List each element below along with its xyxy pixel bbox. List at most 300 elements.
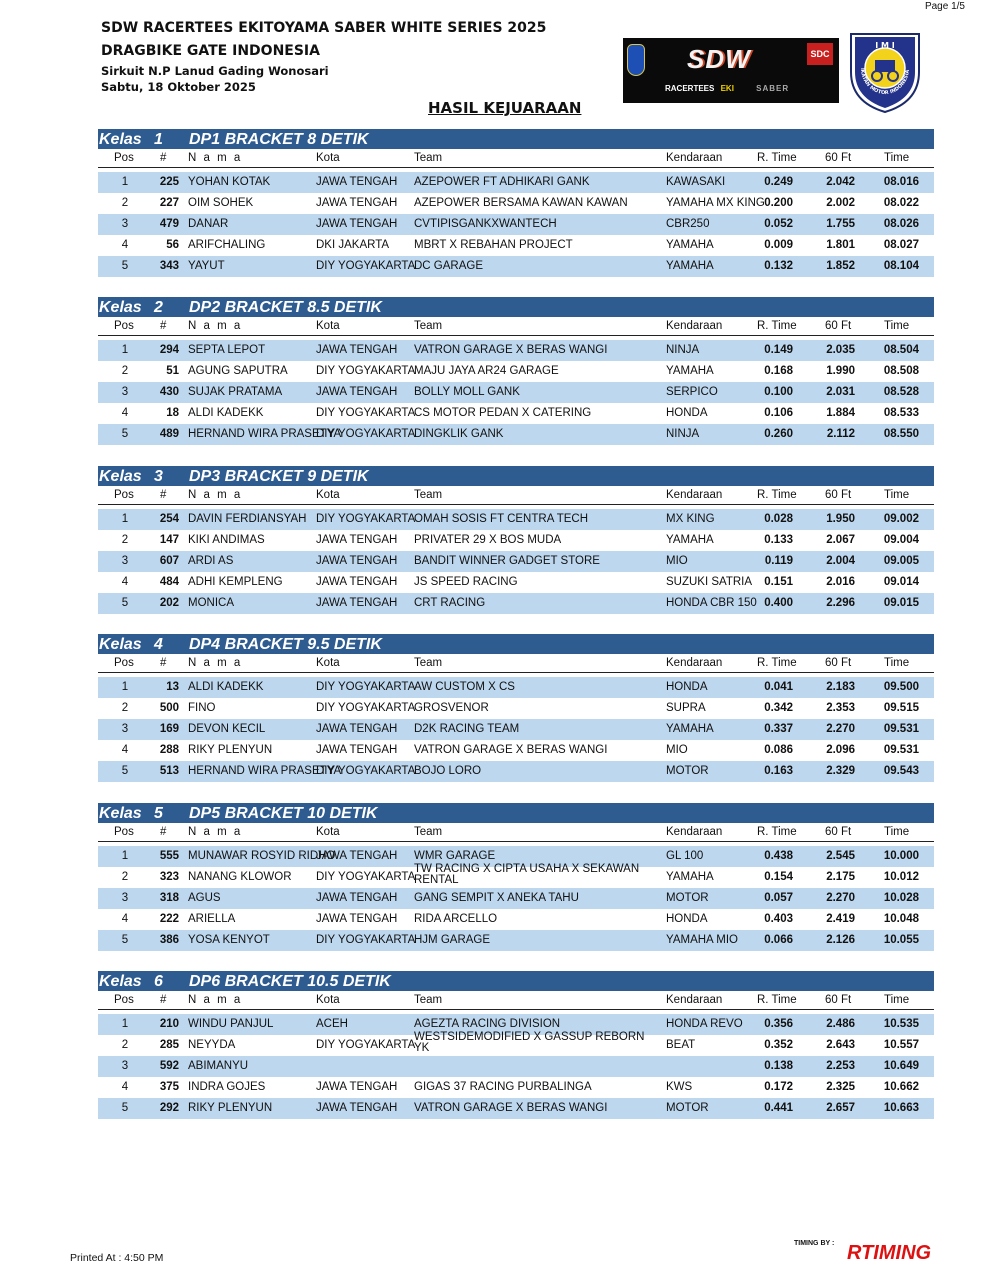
column-header-name: N a m a bbox=[188, 994, 243, 1006]
cell-time: 09.531 bbox=[883, 723, 919, 735]
cell-pos: 3 bbox=[121, 386, 129, 398]
sponsor-banner bbox=[623, 38, 839, 103]
cell-time: 08.022 bbox=[883, 197, 919, 209]
cell-num: 592 bbox=[159, 1060, 179, 1072]
class-title: DP6 BRACKET 10.5 DETIK bbox=[189, 973, 391, 990]
column-header-ft60: 60 Ft bbox=[825, 994, 852, 1006]
cell-kota: DIY YOGYAKARTA bbox=[316, 260, 416, 272]
column-header-name: N a m a bbox=[188, 657, 243, 669]
column-header-ft60: 60 Ft bbox=[825, 826, 852, 838]
cell-num: 169 bbox=[159, 723, 179, 735]
cell-name: ABIMANYU bbox=[188, 1060, 249, 1072]
table-row bbox=[98, 403, 934, 424]
cell-kota: DIY YOGYAKARTA bbox=[316, 765, 416, 777]
cell-rtime: 0.154 bbox=[764, 871, 793, 883]
cell-num: 500 bbox=[159, 702, 179, 714]
cell-team: RIDA ARCELLO bbox=[414, 913, 498, 925]
table-row bbox=[98, 214, 934, 235]
cell-team: HJM GARAGE bbox=[414, 934, 491, 946]
cell-pos: 3 bbox=[121, 555, 129, 567]
column-header-team: Team bbox=[414, 994, 443, 1006]
cell-rtime: 0.041 bbox=[764, 681, 793, 693]
cell-rtime: 0.438 bbox=[764, 850, 793, 862]
sponsor-racertees: RACERTEES bbox=[665, 84, 715, 93]
cell-kendaraan: YAMAHA MX KING bbox=[666, 197, 765, 209]
cell-team: AW CUSTOM X CS bbox=[414, 681, 515, 693]
cell-kota: JAWA TENGAH bbox=[316, 534, 398, 546]
table-row bbox=[98, 888, 934, 909]
cell-rtime: 0.132 bbox=[764, 260, 793, 272]
result-rows bbox=[98, 846, 934, 951]
cell-kendaraan: YAMAHA bbox=[666, 365, 714, 377]
cell-pos: 1 bbox=[121, 513, 129, 525]
cell-name: ADHI KEMPLENG bbox=[188, 576, 283, 588]
cell-team: D2K RACING TEAM bbox=[414, 723, 520, 735]
column-header-rtime: R. Time bbox=[757, 657, 797, 669]
cell-ft60: 2.031 bbox=[826, 386, 855, 398]
cell-team: CS MOTOR PEDAN X CATERING bbox=[414, 407, 592, 419]
class-header bbox=[98, 297, 934, 317]
cell-team: JS SPEED RACING bbox=[414, 576, 518, 588]
imi-logo bbox=[847, 28, 923, 114]
column-header-kota: Kota bbox=[316, 152, 340, 164]
cell-kota: JAWA TENGAH bbox=[316, 744, 398, 756]
cell-kendaraan: KWS bbox=[666, 1081, 693, 1093]
table-row bbox=[98, 235, 934, 256]
cell-kendaraan: CBR250 bbox=[666, 218, 710, 230]
cell-time: 10.000 bbox=[883, 850, 919, 862]
cell-kendaraan: MOTOR bbox=[666, 892, 709, 904]
cell-kota: JAWA TENGAH bbox=[316, 1102, 398, 1114]
cell-rtime: 0.028 bbox=[764, 513, 793, 525]
cell-team: MAJU JAYA AR24 GARAGE bbox=[414, 365, 559, 377]
cell-time: 09.515 bbox=[883, 702, 919, 714]
cell-num: 225 bbox=[159, 176, 179, 188]
class-number: 6 bbox=[154, 973, 163, 990]
table-row bbox=[98, 698, 934, 719]
column-header-time: Time bbox=[884, 489, 910, 501]
cell-ft60: 2.486 bbox=[826, 1018, 855, 1030]
column-header-num: # bbox=[160, 994, 167, 1006]
cell-kota: JAWA TENGAH bbox=[316, 597, 398, 609]
cell-pos: 4 bbox=[121, 1081, 129, 1093]
cell-pos: 1 bbox=[121, 1018, 129, 1030]
cell-team: DC GARAGE bbox=[414, 260, 484, 272]
column-header-rtime: R. Time bbox=[757, 320, 797, 332]
table-row bbox=[98, 677, 934, 698]
table-row bbox=[98, 509, 934, 530]
cell-ft60: 2.035 bbox=[826, 344, 855, 356]
cell-kendaraan: HONDA bbox=[666, 681, 708, 693]
column-header-team: Team bbox=[414, 826, 443, 838]
cell-name: ARIFCHALING bbox=[188, 239, 266, 251]
cell-kota: DIY YOGYAKARTA bbox=[316, 365, 416, 377]
column-header-row bbox=[98, 654, 934, 673]
column-header-row bbox=[98, 991, 934, 1010]
cell-rtime: 0.441 bbox=[764, 1102, 793, 1114]
cell-num: 294 bbox=[159, 344, 179, 356]
cell-ft60: 1.950 bbox=[826, 513, 855, 525]
cell-rtime: 0.052 bbox=[764, 218, 793, 230]
cell-kendaraan: YAMAHA MIO bbox=[666, 934, 738, 946]
cell-kendaraan: MIO bbox=[666, 744, 688, 756]
cell-pos: 1 bbox=[121, 344, 129, 356]
cell-kota: JAWA TENGAH bbox=[316, 386, 398, 398]
cell-rtime: 0.200 bbox=[764, 197, 793, 209]
column-header-num: # bbox=[160, 826, 167, 838]
cell-name: HERNAND WIRA PRASETYA bbox=[188, 765, 342, 777]
cell-name: KIKI ANDIMAS bbox=[188, 534, 265, 546]
result-rows bbox=[98, 340, 934, 445]
sdc-badge: SDC bbox=[807, 43, 833, 65]
cell-name: MONICA bbox=[188, 597, 234, 609]
cell-name: NANANG KLOWOR bbox=[188, 871, 292, 883]
sdw-logo: SDW bbox=[687, 44, 751, 74]
column-header-kendaraan: Kendaraan bbox=[666, 826, 723, 838]
column-header-num: # bbox=[160, 152, 167, 164]
cell-num: 222 bbox=[159, 913, 179, 925]
cell-time: 08.504 bbox=[883, 344, 919, 356]
cell-rtime: 0.249 bbox=[764, 176, 793, 188]
cell-time: 10.663 bbox=[883, 1102, 919, 1114]
cell-kendaraan: MOTOR bbox=[666, 765, 709, 777]
cell-pos: 5 bbox=[121, 428, 129, 440]
column-header-num: # bbox=[160, 489, 167, 501]
cell-team: VATRON GARAGE X BERAS WANGI bbox=[414, 744, 608, 756]
cell-name: FINO bbox=[188, 702, 216, 714]
cell-num: 13 bbox=[166, 681, 179, 693]
cell-kendaraan: SUZUKI SATRIA bbox=[666, 576, 753, 588]
column-header-row bbox=[98, 317, 934, 336]
cell-kendaraan: NINJA bbox=[666, 428, 700, 440]
table-row bbox=[98, 863, 934, 888]
column-header-kendaraan: Kendaraan bbox=[666, 320, 723, 332]
class-section bbox=[98, 634, 934, 782]
cell-num: 56 bbox=[166, 239, 179, 251]
column-header-row bbox=[98, 823, 934, 842]
cell-time: 10.055 bbox=[883, 934, 919, 946]
cell-pos: 4 bbox=[121, 744, 129, 756]
cell-kendaraan: YAMAHA bbox=[666, 534, 714, 546]
cell-ft60: 1.852 bbox=[826, 260, 855, 272]
table-row bbox=[98, 930, 934, 951]
cell-ft60: 1.990 bbox=[826, 365, 855, 377]
cell-kota: JAWA TENGAH bbox=[316, 723, 398, 735]
table-row bbox=[98, 1077, 934, 1098]
cell-kota: JAWA TENGAH bbox=[316, 555, 398, 567]
cell-pos: 5 bbox=[121, 597, 129, 609]
table-row bbox=[98, 761, 934, 782]
cell-team: GIGAS 37 RACING PURBALINGA bbox=[414, 1081, 592, 1093]
cell-rtime: 0.356 bbox=[764, 1018, 793, 1030]
imi-ring-text: IKATAN MOTOR INDONESIA bbox=[858, 67, 911, 97]
column-header-name: N a m a bbox=[188, 152, 243, 164]
cell-kota: JAWA TENGAH bbox=[316, 1081, 398, 1093]
cell-num: 202 bbox=[159, 597, 179, 609]
column-header-time: Time bbox=[884, 320, 910, 332]
cell-name: ALDI KADEKK bbox=[188, 681, 264, 693]
table-row bbox=[98, 740, 934, 761]
cell-time: 10.048 bbox=[883, 913, 919, 925]
cell-time: 09.005 bbox=[883, 555, 919, 567]
cell-rtime: 0.172 bbox=[764, 1081, 793, 1093]
cell-team: TW RACING X CIPTA USAHA X SEKAWAN RENTAL bbox=[414, 863, 640, 886]
table-row bbox=[98, 424, 934, 445]
cell-kendaraan: MOTOR bbox=[666, 1102, 709, 1114]
cell-num: 607 bbox=[159, 555, 179, 567]
column-header-time: Time bbox=[884, 657, 910, 669]
column-header-rtime: R. Time bbox=[757, 489, 797, 501]
cell-ft60: 2.545 bbox=[826, 850, 855, 862]
cell-name: DANAR bbox=[188, 218, 229, 230]
cell-team: WMR GARAGE bbox=[414, 850, 496, 862]
column-header-kota: Kota bbox=[316, 489, 340, 501]
column-header-kota: Kota bbox=[316, 320, 340, 332]
cell-ft60: 1.884 bbox=[826, 407, 855, 419]
result-rows bbox=[98, 509, 934, 614]
cell-team: CRT RACING bbox=[414, 597, 486, 609]
cell-rtime: 0.009 bbox=[764, 239, 793, 251]
cell-pos: 1 bbox=[121, 850, 129, 862]
cell-kendaraan: SERPICO bbox=[666, 386, 718, 398]
cell-time: 09.543 bbox=[883, 765, 919, 777]
class-header bbox=[98, 803, 934, 823]
class-label: Kelas bbox=[99, 299, 142, 316]
shield-icon bbox=[627, 44, 645, 76]
result-rows bbox=[98, 677, 934, 782]
cell-rtime: 0.400 bbox=[764, 597, 793, 609]
column-header-rtime: R. Time bbox=[757, 826, 797, 838]
column-header-num: # bbox=[160, 657, 167, 669]
column-header-team: Team bbox=[414, 657, 443, 669]
cell-name: RIKY PLENYUN bbox=[188, 1102, 273, 1114]
column-header-pos: Pos bbox=[114, 320, 134, 332]
cell-ft60: 2.004 bbox=[826, 555, 855, 567]
cell-name: DEVON KECIL bbox=[188, 723, 266, 735]
cell-time: 10.028 bbox=[883, 892, 919, 904]
cell-rtime: 0.106 bbox=[764, 407, 793, 419]
class-title: DP3 BRACKET 9 DETIK bbox=[189, 468, 369, 485]
cell-rtime: 0.066 bbox=[764, 934, 793, 946]
cell-pos: 3 bbox=[121, 723, 129, 735]
cell-name: INDRA GOJES bbox=[188, 1081, 266, 1093]
cell-name: MUNAWAR ROSYID RIDHO bbox=[188, 850, 336, 862]
class-number: 1 bbox=[154, 131, 163, 148]
cell-num: 513 bbox=[159, 765, 179, 777]
sponsor-eki: EKI bbox=[720, 84, 734, 93]
cell-time: 10.012 bbox=[883, 871, 919, 883]
cell-num: 555 bbox=[159, 850, 179, 862]
cell-name: SEPTA LEPOT bbox=[188, 344, 266, 356]
cell-rtime: 0.149 bbox=[764, 344, 793, 356]
cell-num: 386 bbox=[159, 934, 179, 946]
table-row bbox=[98, 719, 934, 740]
cell-ft60: 2.042 bbox=[826, 176, 855, 188]
cell-name: HERNAND WIRA PRASETYA bbox=[188, 428, 342, 440]
cell-num: 343 bbox=[159, 260, 179, 272]
cell-pos: 4 bbox=[121, 407, 129, 419]
class-label: Kelas bbox=[99, 973, 142, 990]
cell-pos: 2 bbox=[121, 365, 129, 377]
cell-pos: 3 bbox=[121, 218, 129, 230]
cell-ft60: 1.801 bbox=[826, 239, 855, 251]
cell-pos: 2 bbox=[121, 871, 129, 883]
cell-num: 51 bbox=[166, 365, 179, 377]
class-label: Kelas bbox=[99, 805, 142, 822]
class-number: 5 bbox=[154, 805, 163, 822]
column-header-pos: Pos bbox=[114, 152, 134, 164]
column-header-ft60: 60 Ft bbox=[825, 489, 852, 501]
cell-time: 08.550 bbox=[883, 428, 919, 440]
class-label: Kelas bbox=[99, 131, 142, 148]
class-title: DP4 BRACKET 9.5 DETIK bbox=[189, 636, 382, 653]
cell-ft60: 2.175 bbox=[826, 871, 855, 883]
column-header-pos: Pos bbox=[114, 994, 134, 1006]
cell-pos: 2 bbox=[121, 197, 129, 209]
class-header bbox=[98, 466, 934, 486]
cell-ft60: 2.329 bbox=[826, 765, 855, 777]
cell-pos: 1 bbox=[121, 176, 129, 188]
class-header bbox=[98, 634, 934, 654]
cell-time: 09.015 bbox=[883, 597, 919, 609]
cell-pos: 4 bbox=[121, 239, 129, 251]
column-header-rtime: R. Time bbox=[757, 994, 797, 1006]
cell-kota: JAWA TENGAH bbox=[316, 850, 398, 862]
result-rows bbox=[98, 172, 934, 277]
cell-pos: 4 bbox=[121, 576, 129, 588]
class-header bbox=[98, 129, 934, 149]
cell-team: BANDIT WINNER GADGET STORE bbox=[414, 555, 600, 567]
result-title: HASIL KEJUARAAN bbox=[428, 99, 582, 117]
column-header-row bbox=[98, 149, 934, 168]
cell-kendaraan: HONDA CBR 150 bbox=[666, 597, 757, 609]
cell-ft60: 2.126 bbox=[826, 934, 855, 946]
cell-time: 08.528 bbox=[883, 386, 919, 398]
cell-pos: 3 bbox=[121, 1060, 129, 1072]
cell-kota: DKI JAKARTA bbox=[316, 239, 390, 251]
cell-rtime: 0.133 bbox=[764, 534, 793, 546]
cell-ft60: 2.183 bbox=[826, 681, 855, 693]
cell-name: RIKY PLENYUN bbox=[188, 744, 273, 756]
cell-rtime: 0.352 bbox=[764, 1039, 793, 1051]
cell-kendaraan: HONDA bbox=[666, 407, 708, 419]
table-row bbox=[98, 593, 934, 614]
cell-num: 18 bbox=[166, 407, 179, 419]
cell-name: OIM SOHEK bbox=[188, 197, 254, 209]
cell-kota: JAWA TENGAH bbox=[316, 576, 398, 588]
column-header-kendaraan: Kendaraan bbox=[666, 657, 723, 669]
cell-ft60: 2.643 bbox=[826, 1039, 855, 1051]
cell-team: BOLLY MOLL GANK bbox=[414, 386, 520, 398]
cell-time: 10.662 bbox=[883, 1081, 919, 1093]
class-number: 3 bbox=[154, 468, 163, 485]
cell-kendaraan: NINJA bbox=[666, 344, 700, 356]
cell-time: 08.026 bbox=[883, 218, 919, 230]
table-row bbox=[98, 1098, 934, 1119]
column-header-name: N a m a bbox=[188, 320, 243, 332]
cell-name: ALDI KADEKK bbox=[188, 407, 264, 419]
event-title: SDW RACERTEES EKITOYAMA SABER WHITE SERIES 2025 bbox=[101, 20, 547, 36]
cell-ft60: 2.270 bbox=[826, 723, 855, 735]
column-header-pos: Pos bbox=[114, 826, 134, 838]
cell-rtime: 0.260 bbox=[764, 428, 793, 440]
class-number: 2 bbox=[154, 299, 163, 316]
cell-time: 09.500 bbox=[883, 681, 919, 693]
cell-kendaraan: HONDA bbox=[666, 913, 708, 925]
cell-kendaraan: SUPRA bbox=[666, 702, 706, 714]
cell-name: WINDU PANJUL bbox=[188, 1018, 274, 1030]
cell-kota: DIY YOGYAKARTA bbox=[316, 428, 416, 440]
cell-time: 08.104 bbox=[883, 260, 919, 272]
column-header-name: N a m a bbox=[188, 826, 243, 838]
cell-rtime: 0.337 bbox=[764, 723, 793, 735]
cell-pos: 2 bbox=[121, 1039, 129, 1051]
cell-num: 254 bbox=[159, 513, 179, 525]
cell-kota: DIY YOGYAKARTA bbox=[316, 934, 416, 946]
cell-name: AGUS bbox=[188, 892, 221, 904]
cell-ft60: 2.296 bbox=[826, 597, 855, 609]
class-label: Kelas bbox=[99, 468, 142, 485]
cell-num: 227 bbox=[159, 197, 179, 209]
column-header-rtime: R. Time bbox=[757, 152, 797, 164]
cell-team: VATRON GARAGE X BERAS WANGI bbox=[414, 344, 608, 356]
cell-time: 08.533 bbox=[883, 407, 919, 419]
column-header-ft60: 60 Ft bbox=[825, 320, 852, 332]
class-title: DP5 BRACKET 10 DETIK bbox=[189, 805, 378, 822]
cell-time: 09.014 bbox=[883, 576, 919, 588]
cell-time: 09.531 bbox=[883, 744, 919, 756]
cell-ft60: 2.270 bbox=[826, 892, 855, 904]
class-section bbox=[98, 466, 934, 614]
cell-ft60: 2.112 bbox=[826, 428, 855, 440]
cell-rtime: 0.403 bbox=[764, 913, 793, 925]
cell-kendaraan: YAMAHA bbox=[666, 260, 714, 272]
column-header-ft60: 60 Ft bbox=[825, 152, 852, 164]
table-row bbox=[98, 530, 934, 551]
cell-num: 375 bbox=[159, 1081, 179, 1093]
table-row bbox=[98, 193, 934, 214]
cell-num: 479 bbox=[159, 218, 179, 230]
cell-time: 08.027 bbox=[883, 239, 919, 251]
column-header-name: N a m a bbox=[188, 489, 243, 501]
cell-team: MBRT X REBAHAN PROJECT bbox=[414, 239, 573, 251]
cell-team: AZEPOWER BERSAMA KAWAN KAWAN bbox=[414, 197, 628, 209]
sponsor-saber: SABER bbox=[756, 84, 790, 93]
cell-name: YOSA KENYOT bbox=[188, 934, 270, 946]
cell-kendaraan: YAMAHA bbox=[666, 871, 714, 883]
cell-name: YOHAN KOTAK bbox=[188, 176, 271, 188]
cell-rtime: 0.138 bbox=[764, 1060, 793, 1072]
cell-ft60: 2.325 bbox=[826, 1081, 855, 1093]
cell-name: SUJAK PRATAMA bbox=[188, 386, 283, 398]
cell-kendaraan: GL 100 bbox=[666, 850, 704, 862]
printed-at: Printed At : 4:50 PM bbox=[70, 1252, 164, 1264]
cell-kota: JAWA TENGAH bbox=[316, 344, 398, 356]
cell-kota: JAWA TENGAH bbox=[316, 197, 398, 209]
cell-kendaraan: MX KING bbox=[666, 513, 715, 525]
cell-kota: DIY YOGYAKARTA bbox=[316, 702, 416, 714]
table-row bbox=[98, 551, 934, 572]
cell-ft60: 2.067 bbox=[826, 534, 855, 546]
cell-pos: 2 bbox=[121, 702, 129, 714]
cell-time: 08.508 bbox=[883, 365, 919, 377]
cell-ft60: 2.353 bbox=[826, 702, 855, 714]
sponsor-list bbox=[665, 84, 789, 93]
cell-team: GROSVENOR bbox=[414, 702, 489, 714]
column-header-team: Team bbox=[414, 489, 443, 501]
column-header-ft60: 60 Ft bbox=[825, 657, 852, 669]
column-header-kota: Kota bbox=[316, 826, 340, 838]
